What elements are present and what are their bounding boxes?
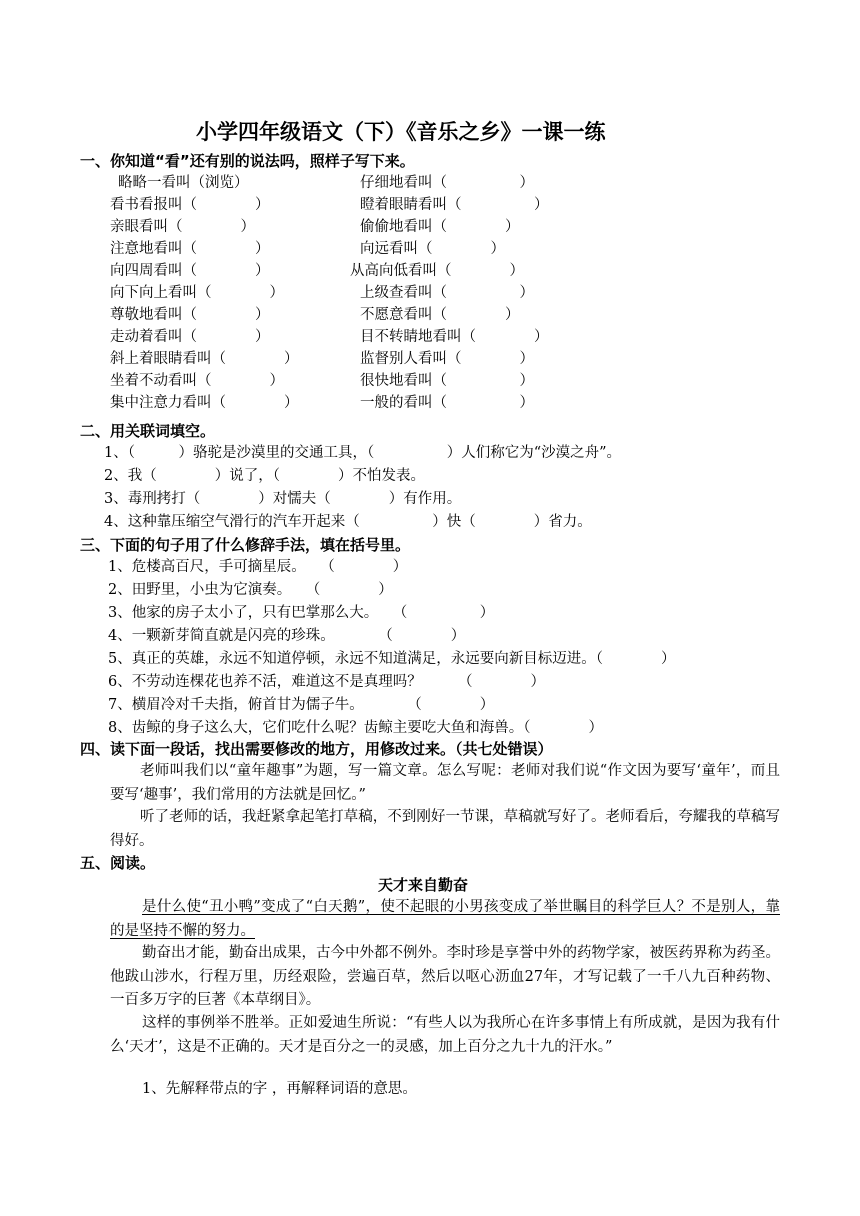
list-item: 注意地看叫（ ） (110, 241, 270, 257)
page-title: 小学四年级语文（下）《音乐之乡》一课一练 (196, 120, 606, 144)
passage-paragraph-3: 这样的事例举不胜举。正如爱迪生所说：“有些人以为我所心在许多事情上有所成就，是因为我有什么‘天才’，这是不正确的。天才是百分之一的灵感，加上百分之九十九的汗水。” (110, 1015, 780, 1055)
list-item: 7、横眉冷对千夫指，俯首甘为儒子牛。 （ ） (108, 697, 495, 713)
list-item: 不愿意看叫（ ） (360, 307, 520, 323)
list-item: 一般的看叫（ ） (360, 395, 534, 411)
list-item: 走动着看叫（ ） (110, 329, 270, 345)
section-5-heading: 五、阅读。 (80, 854, 156, 872)
list-item: 向远看叫（ ） (360, 241, 505, 257)
list-item: 坐着不动看叫（ ） (110, 373, 284, 389)
list-item: 1、（ ）骆驼是沙漠里的交通工具，（ ）人们称它为“沙漠之舟”。 (104, 445, 622, 461)
section-1-left-column (110, 172, 299, 414)
section-4-paragraph-1: 老师叫我们以“童年趣事”为题，写一篇文章。怎么写呢：老师对我们说“作文因为要写‘童年’，而且要写‘趣事’，我们常用的方法就是回忆。” (110, 763, 780, 803)
list-item: 监督别人看叫（ ） (360, 351, 534, 367)
list-item: 略略一看叫（浏览） (118, 175, 249, 191)
list-item: 8、齿鲸的身子这么大，它们吃什么呢？齿鲸主要吃大鱼和海兽。（ ） (108, 720, 603, 736)
list-item: 4、一颗新芽简直就是闪亮的珍珠。 （ ） (108, 628, 466, 644)
section-3-heading: 三、下面的句子用了什么修辞手法，填在括号里。 (80, 536, 411, 554)
list-item: 上级查看叫（ ） (360, 285, 534, 301)
question-1: 1、先解释带点的字 ，再解释词语的意思。 (142, 1081, 417, 1097)
list-item: 仔细地看叫（ ） (360, 175, 534, 191)
list-item: 偷偷地看叫（ ） (360, 219, 520, 235)
section-4-paragraph-2: 听了老师的话，我赶紧拿起笔打草稿，不到刚好一节课，草稿就写好了。老师看后，夸耀我的草稿写得好。 (110, 809, 780, 849)
list-item: 向四周看叫（ ） (110, 263, 270, 279)
list-item: 5、真正的英雄，永远不知道停顿，永远不知道满足，永远要向新目标迈进。（ ） (108, 651, 676, 667)
section-1-heading: 一、你知道“看”还有别的说法吗，照样子写下来。 (80, 152, 415, 170)
list-item: 2、田野里，小虫为它演奏。 （ ） (108, 582, 393, 598)
section-4-heading: 四、读下面一段话，找出需要修改的地方，用修改过来。（共七处错误） (80, 740, 553, 758)
section-2-heading: 二、用关联词填空。 (80, 422, 216, 440)
list-item: 亲眼看叫（ ） (110, 219, 255, 235)
list-item: 3、毒刑拷打（ ）对懦夫（ ）有作用。 (104, 491, 462, 507)
list-item: 看书看报叫（ ） (110, 197, 270, 213)
section-3-items (108, 556, 675, 740)
section-2-items (104, 442, 621, 534)
list-item: 2、我（ ）说了，（ ）不怕发表。 (104, 468, 425, 484)
list-item: 斜上着眼睛看叫（ ） (110, 351, 299, 367)
list-item: 目不转睛地看叫（ ） (360, 329, 549, 345)
section-1-right-column (350, 172, 549, 414)
list-item: 从高向低看叫（ ） (350, 263, 524, 279)
list-item: 6、不劳动连棵花也养不活，难道这不是真理吗？ （ ） (108, 674, 545, 690)
list-item: 向下向上看叫（ ） (110, 285, 284, 301)
list-item: 尊敬地看叫（ ） (110, 307, 270, 323)
list-item: 很快地看叫（ ） (360, 373, 534, 389)
list-item: 瞪着眼睛看叫（ ） (360, 197, 549, 213)
list-item: 1、危楼高百尺，手可摘星辰。 （ ） (108, 559, 408, 575)
passage-paragraph-1: 是什么使“丑小鸭”变成了“白天鹅”，使不起眼的小男孩变成了举世瞩目的科学巨人？不是别人，靠的是坚持不懈的努力。 (110, 899, 780, 939)
list-item: 4、这种靠压缩空气滑行的汽车开起来（ ）快（ ）省力。 (104, 514, 592, 530)
passage-paragraph-2: 勤奋出才能，勤奋出成果，古今中外都不例外。李时珍是享誉中外的药物学家，被医药界称为药圣。他跋山涉水，行程万里，历经艰险，尝遍百草，然后以呕心沥血27年，才写记载了一千八九百种药物、一百多万字的巨著《本草纲目》。 (110, 945, 780, 1008)
passage-title: 天才来自勤奋 (378, 876, 469, 894)
list-item: 集中注意力看叫（ ） (110, 395, 299, 411)
list-item: 3、他家的房子太小了，只有巴掌那么大。 （ ） (108, 605, 495, 621)
